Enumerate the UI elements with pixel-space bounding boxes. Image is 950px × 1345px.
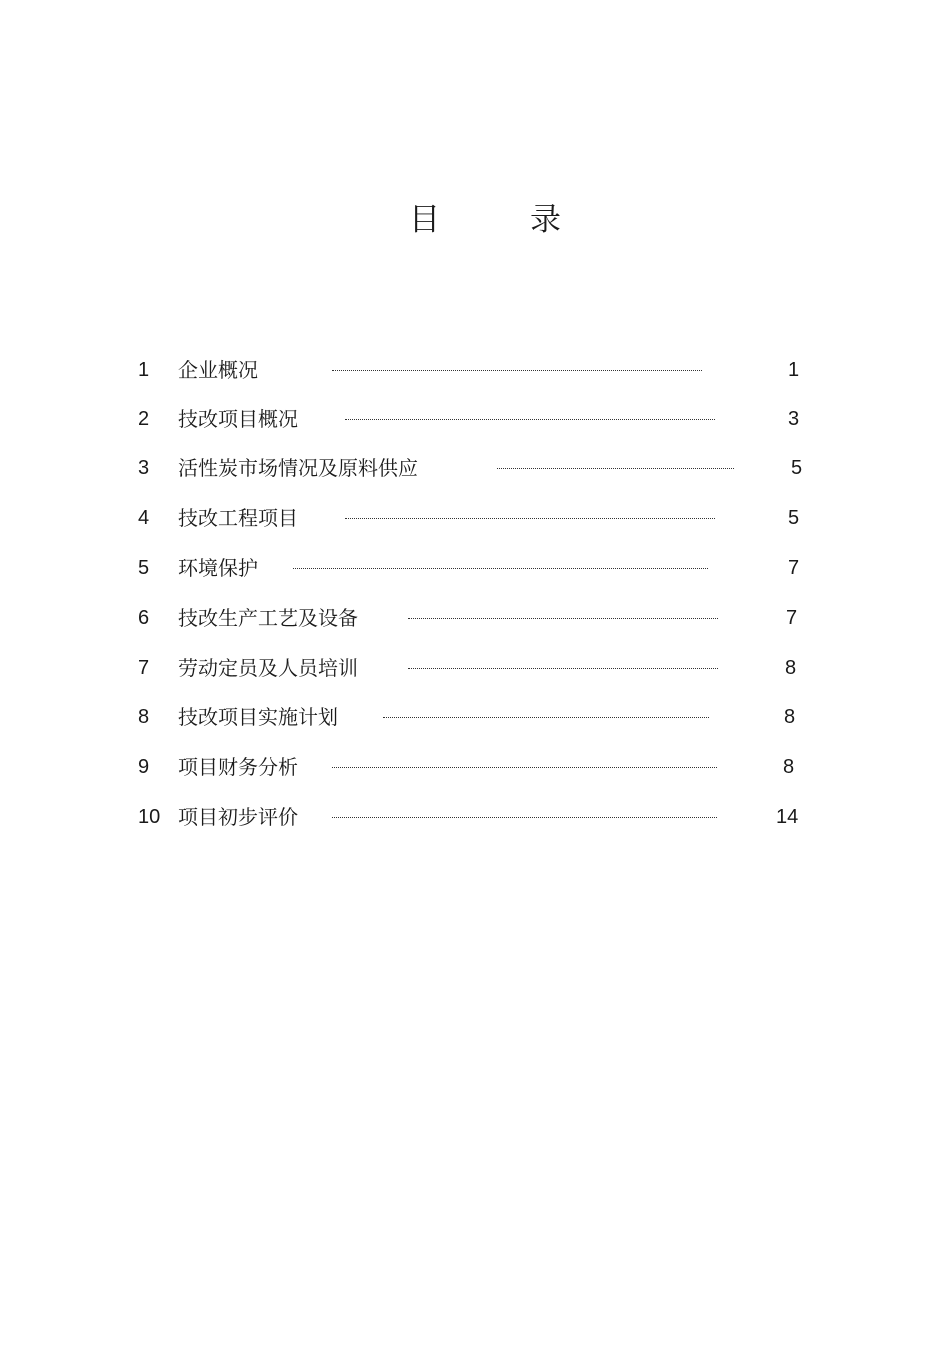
toc-entry[interactable] xyxy=(0,553,950,583)
toc-dot-leader xyxy=(408,618,718,619)
toc-entry-page: 7 xyxy=(786,607,798,629)
toc-entry-page: 5 xyxy=(791,457,803,479)
toc-entry-number: 9 xyxy=(138,756,150,778)
toc-dot-leader xyxy=(332,767,717,768)
toc-entry-number: 5 xyxy=(138,557,150,579)
toc-entry-label: 企业概况 xyxy=(178,358,258,382)
toc-entry-number: 3 xyxy=(138,457,150,479)
toc-dot-leader xyxy=(332,370,702,371)
toc-entry-label: 项目初步评价 xyxy=(178,805,298,829)
toc-entry-number: 2 xyxy=(138,408,150,430)
toc-entry[interactable] xyxy=(0,404,950,434)
toc-entry-page: 8 xyxy=(785,657,797,679)
toc-entry-number: 7 xyxy=(138,657,150,679)
toc-entry-label: 技改项目概况 xyxy=(178,407,298,431)
toc-entry[interactable] xyxy=(0,453,950,483)
toc-entry-number: 8 xyxy=(138,706,150,728)
toc-entry-label: 活性炭市场情况及原料供应 xyxy=(178,456,418,480)
toc-entry[interactable] xyxy=(0,603,950,633)
toc-title xyxy=(0,196,950,244)
toc-dot-leader xyxy=(345,518,715,519)
toc-entry-page: 3 xyxy=(788,408,800,430)
toc-entry-number: 6 xyxy=(138,607,150,629)
toc-entry-label: 技改工程项目 xyxy=(178,506,298,530)
toc-entry-page: 1 xyxy=(788,359,800,381)
toc-dot-leader xyxy=(345,419,715,420)
toc-entry-label: 项目财务分析 xyxy=(178,755,298,779)
toc-entry-number: 10 xyxy=(138,806,161,828)
toc-entry-page: 7 xyxy=(788,557,800,579)
toc-entry-number: 4 xyxy=(138,507,150,529)
toc-entry[interactable] xyxy=(0,355,950,385)
toc-title-char-2: 录 xyxy=(530,202,561,238)
toc-entry-label: 技改生产工艺及设备 xyxy=(178,606,358,630)
toc-dot-leader xyxy=(383,717,709,718)
toc-entry-label: 环境保护 xyxy=(178,556,258,580)
toc-entry[interactable] xyxy=(0,653,950,683)
toc-entry-number: 1 xyxy=(138,359,150,381)
toc-entry[interactable] xyxy=(0,752,950,782)
toc-entry-page: 8 xyxy=(784,706,796,728)
toc-dot-leader xyxy=(497,468,734,469)
toc-dot-leader xyxy=(293,568,708,569)
toc-entry[interactable] xyxy=(0,802,950,832)
toc-entry-label: 劳动定员及人员培训 xyxy=(178,656,358,680)
toc-entry[interactable] xyxy=(0,702,950,732)
toc-entry-page: 5 xyxy=(788,507,800,529)
toc-dot-leader xyxy=(332,817,717,818)
toc-entry[interactable] xyxy=(0,503,950,533)
toc-entry-label: 技改项目实施计划 xyxy=(178,705,338,729)
toc-entry-page: 14 xyxy=(776,806,799,828)
toc-dot-leader xyxy=(408,668,718,669)
toc-title-char-1: 目 xyxy=(409,202,440,238)
toc-entry-page: 8 xyxy=(783,756,795,778)
